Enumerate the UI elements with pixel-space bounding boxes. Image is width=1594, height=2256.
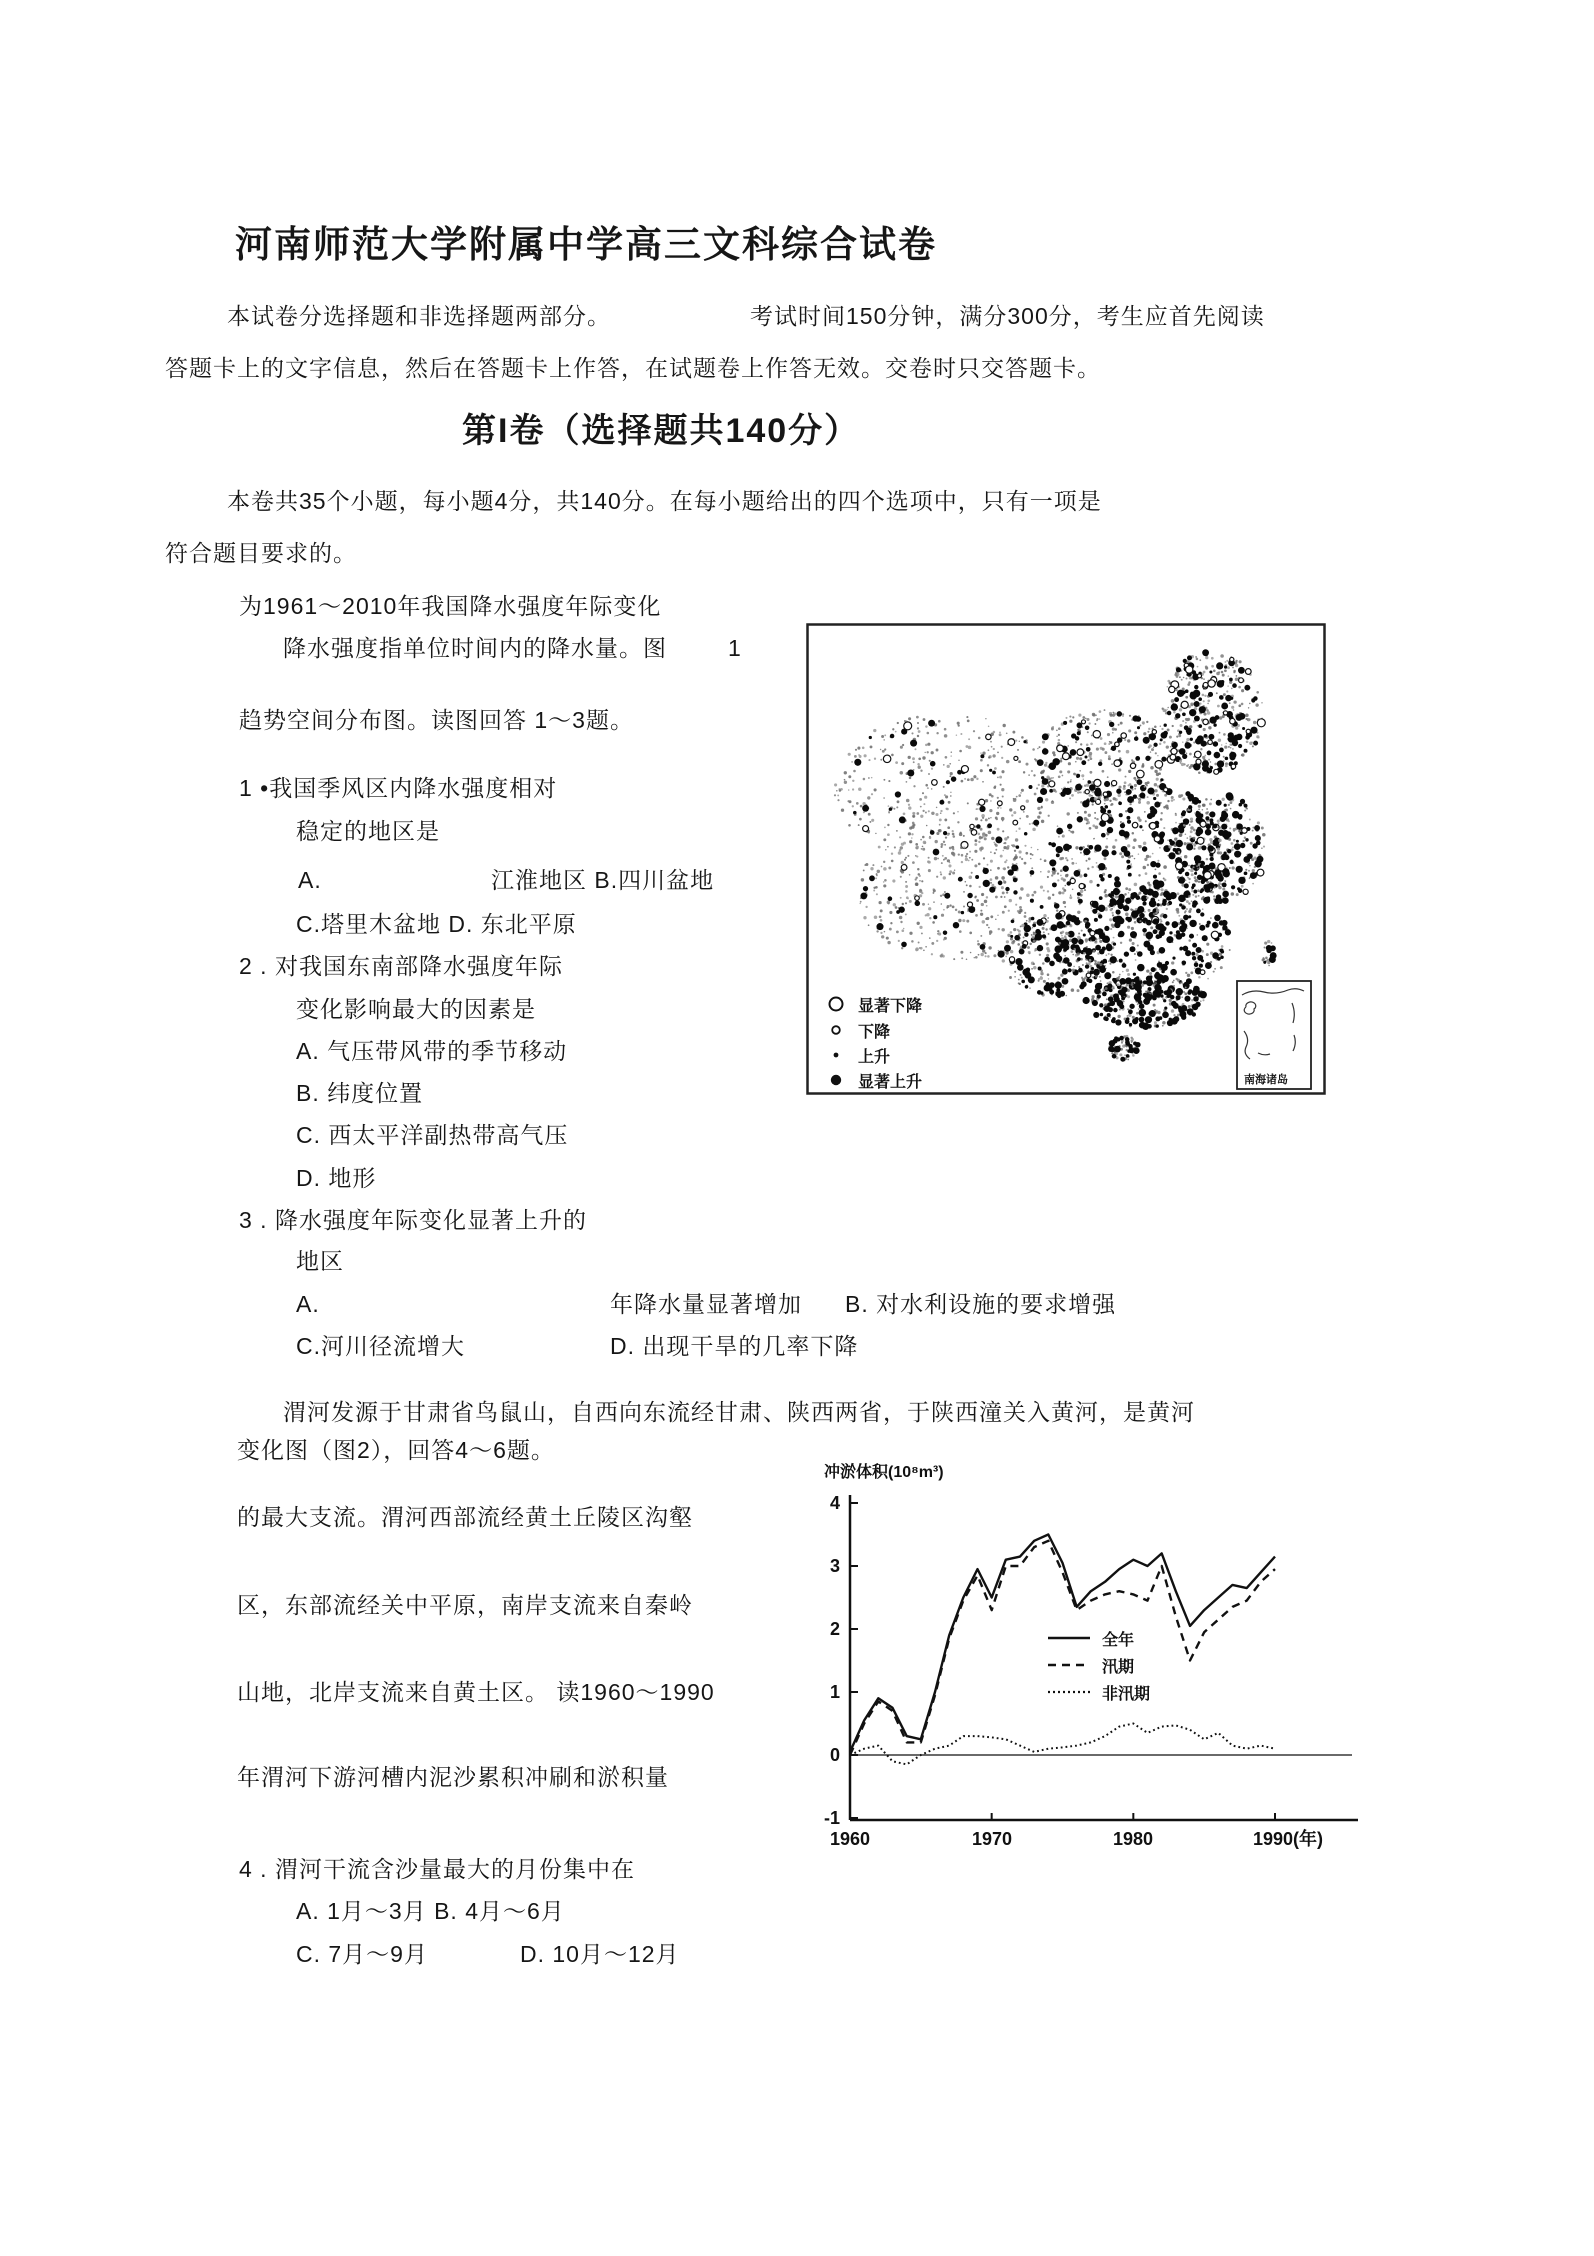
china-precipitation-map-figure [806,623,1326,1095]
section-note-line1: 本卷共35个小题，每小题4分，共140分。在每小题给出的四个选项中，只有一项是 [227,488,1102,514]
question-1-options-cd: C.塔里木盆地 D. 东北平原 [296,911,577,937]
svg-text:1990(年): 1990(年) [1253,1829,1324,1849]
question-1-options-ab: 江淮地区 B.四川盆地 [491,867,715,893]
passage2-side2: 区，东部流经关中平原，南岸支流来自秦岭 [237,1592,693,1618]
legend-label-significant-decrease: 显著下降 [858,998,923,1015]
legend-symbol-decrease-icon [832,1026,840,1034]
passage2-line1: 渭河发源于甘肃省鸟鼠山，自西向东流经甘肃、陕西两省，于陕西潼关入黄河，是黄河 [283,1399,1195,1425]
section-heading: 第I卷（选择题共140分） [462,412,861,450]
question-2-stem: 2 . 对我国东南部降水强度年际 [239,953,563,979]
passage1-line1: 为1961～2010年我国降水强度年际变化 [239,593,662,619]
question-2-option-d: D. 地形 [296,1165,377,1191]
chart-y-axis-label: 冲淤体积(10⁸m³) [824,1464,944,1481]
legend-label-significant-increase: 显著上升 [858,1074,923,1091]
intro-line1-part2: 考试时间150分钟，满分300分，考生应首先阅读 [750,303,1265,329]
svg-text:-1: -1 [823,1808,840,1828]
chart-axis-ticks [850,1503,1275,1820]
chart-legend-label-annual: 全年 [1102,1632,1135,1649]
svg-text:4: 4 [829,1493,840,1513]
section-note-line2: 符合题目要求的。 [165,540,357,566]
passage2-side3: 山地，北岸支流来自黄土区。 读1960～1990 [237,1679,715,1705]
chart-y-tick-labels [824,1493,840,1828]
chart-series-lines [850,1535,1275,1765]
legend-symbol-significant-decrease-icon [830,998,843,1011]
question-2-stem2: 变化影响最大的因素是 [296,996,536,1022]
question-3-option-c: C.河川径流增大 [296,1333,465,1359]
intro-line2: 答题卡上的文字信息，然后在答题卡上作答，在试题卷上作答无效。交卷时只交答题卡。 [165,355,1101,381]
passage2-side1: 的最大支流。渭河西部流经黄土丘陵区沟壑 [237,1504,693,1530]
question-4-option-c: C. 7月～9月 [296,1941,428,1967]
legend-symbol-significant-increase-icon [831,1075,841,1085]
question-4-options-ab: A. 1月～3月 B. 4月～6月 [296,1898,565,1924]
question-3-option-a-text: 年降水量显著增加 [610,1291,802,1317]
svg-text:2: 2 [829,1619,840,1639]
question-2-option-a: A. 气压带风带的季节移动 [296,1038,568,1064]
chart-legend-label-flood-season: 汛期 [1102,1659,1135,1676]
intro-line1-part1: 本试卷分选择题和非选择题两部分。 [227,303,611,329]
page-title: 河南师范大学附属中学高三文科综合试卷 [235,224,937,265]
question-4-option-d: D. 10月～12月 [520,1941,680,1967]
passage2-line2: 变化图（图2），回答4～6题。 [237,1437,555,1463]
chart-legend [1048,1630,1150,1703]
passage1-line2: 降水强度指单位时间内的降水量。图 [283,635,667,661]
legend-label-increase: 上升 [858,1049,891,1066]
svg-text:1970: 1970 [971,1829,1013,1849]
svg-text:0: 0 [829,1745,840,1765]
svg-text:3: 3 [829,1556,840,1576]
chart-x-tick-labels [830,1828,1323,1849]
question-4-stem: 4 . 渭河干流含沙量最大的月份集中在 [239,1856,635,1882]
passage2-side4: 年渭河下游河槽内泥沙累积冲刷和淤积量 [237,1764,669,1790]
question-1-stem: 1 •我国季风区内降水强度相对 [239,775,558,801]
passage1-line3: 趋势空间分布图。读图回答 1～3题。 [239,707,634,733]
svg-text:1960: 1960 [829,1829,871,1849]
svg-text:1980: 1980 [1112,1829,1154,1849]
question-1-stem2: 稳定的地区是 [296,818,440,844]
question-2-option-b: B. 纬度位置 [296,1080,424,1106]
question-3-option-d: D. 出现干旱的几率下降 [610,1333,859,1359]
question-3-option-b: B. 对水利设施的要求增强 [845,1291,1117,1317]
question-3-option-a-label: A. [296,1291,320,1317]
passage1-figure-number: 1 [728,635,742,661]
question-3-stem2: 地区 [296,1248,344,1274]
question-3-stem: 3 . 降水强度年际变化显著上升的 [239,1207,587,1233]
legend-symbol-increase-icon [834,1053,839,1058]
question-1-option-a-label: A. [298,867,322,893]
sediment-volume-chart-figure [810,1445,1390,1875]
legend-label-decrease: 下降 [858,1024,891,1041]
chart-legend-label-non-flood-season: 非汛期 [1102,1686,1151,1703]
inset-label: 南海诸岛 [1244,1074,1288,1086]
svg-text:1: 1 [829,1682,840,1702]
question-2-option-c: C. 西太平洋副热带高气压 [296,1122,569,1148]
south-china-sea-inset [1237,981,1311,1089]
